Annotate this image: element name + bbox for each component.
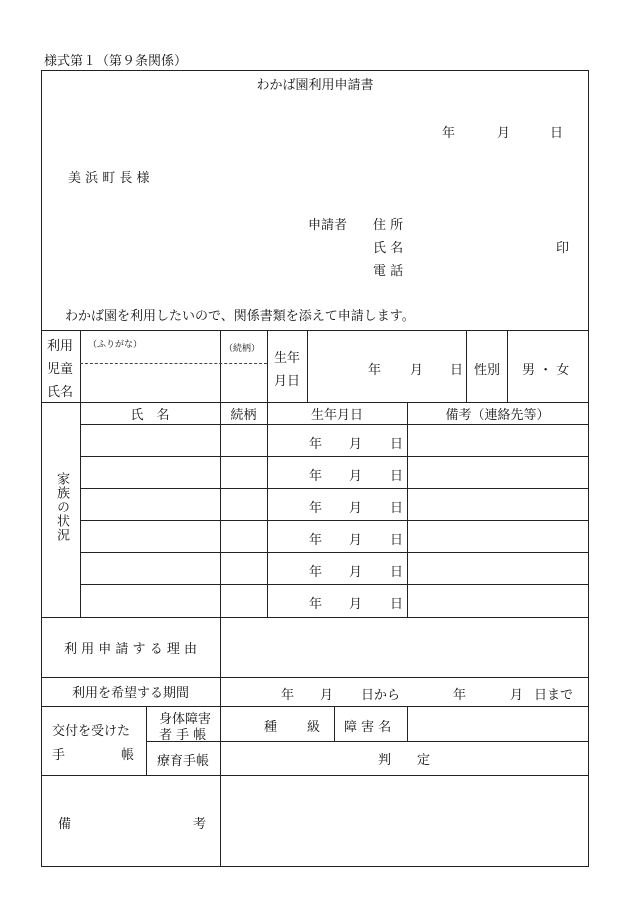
child-label-3: 氏名 xyxy=(47,385,74,400)
applicant-address-label: 住 所 xyxy=(373,218,404,233)
family-dob-year: 年 xyxy=(309,533,323,548)
rehab-handbook-label: 療育手帳 xyxy=(157,754,210,769)
form-number: 様式第１（第９条関係） xyxy=(44,54,188,69)
applicant-phone-label: 電 話 xyxy=(373,264,404,279)
date-month-label: 月 xyxy=(497,126,511,141)
date-day-label: 日 xyxy=(550,126,564,141)
date-year-label: 年 xyxy=(442,126,456,141)
period-month-from: 月 xyxy=(320,688,334,703)
child-dob-label-2: 月日 xyxy=(274,374,301,389)
applicant-label: 申請者 xyxy=(308,218,348,233)
family-dob-year: 年 xyxy=(309,501,323,516)
child-dob-year: 年 xyxy=(368,363,382,378)
family-dob-month: 月 xyxy=(349,597,363,612)
family-dob-day: 日 xyxy=(390,437,404,452)
family-header-name: 氏 名 xyxy=(130,407,170,423)
addressee: 美 浜 町 長 様 xyxy=(68,171,150,186)
period-year-to: 年 xyxy=(453,688,467,703)
family-header-dob: 生年月日 xyxy=(310,407,363,423)
family-dob-day: 日 xyxy=(390,533,404,548)
physical-handbook-label-1: 身体障害 xyxy=(159,712,212,727)
period-day-from: 日から xyxy=(361,688,401,703)
period-month-to: 月 xyxy=(510,688,524,703)
child-label-1: 利用 xyxy=(47,339,74,354)
family-header-note: 備考（連絡先等） xyxy=(445,407,550,423)
remarks-label-b: 考 xyxy=(193,817,207,832)
period-year-from: 年 xyxy=(281,688,295,703)
family-dob-month: 月 xyxy=(349,565,363,580)
family-dob-day: 日 xyxy=(390,501,404,516)
family-dob-month: 月 xyxy=(349,437,363,452)
period-day-to: 日まで xyxy=(534,688,574,703)
period-label: 利用を希望する期間 xyxy=(71,686,189,701)
family-section-label: 家族の状況 xyxy=(54,472,69,542)
family-dob-month: 月 xyxy=(349,533,363,548)
family-dob-day: 日 xyxy=(390,565,404,580)
reason-label: 利 用 申 請 す る 理 由 xyxy=(64,641,197,657)
family-dob-day: 日 xyxy=(390,597,404,612)
application-statement: わかば園を利用したいので、関係書類を添えて申請します。 xyxy=(65,309,415,324)
handbook-label-2b: 帳 xyxy=(121,748,135,763)
family-dob-year: 年 xyxy=(309,437,323,452)
family-dob-year: 年 xyxy=(309,597,323,612)
family-dob-month: 月 xyxy=(349,501,363,516)
sex-options: 男 ・ 女 xyxy=(522,363,570,378)
family-dob-month: 月 xyxy=(349,469,363,484)
child-label-2: 児童 xyxy=(47,362,74,377)
grade-label-a: 種 xyxy=(264,720,278,735)
applicant-name-label: 氏 名 xyxy=(373,241,404,256)
relation-label: （続柄） xyxy=(224,344,261,354)
family-dob-day: 日 xyxy=(390,469,404,484)
sex-label: 性別 xyxy=(474,363,501,378)
furigana-label: （ふりがな） xyxy=(88,340,143,350)
family-header-relation: 続柄 xyxy=(230,407,257,423)
physical-handbook-label-2: 者 手 帳 xyxy=(159,728,207,743)
remarks-label-a: 備 xyxy=(58,817,72,832)
child-dob-month: 月 xyxy=(410,363,424,378)
handbook-label-1: 交付を受けた xyxy=(52,724,131,739)
form-title: わかば園利用申請書 xyxy=(256,78,374,93)
disability-name-label: 障 害 名 xyxy=(344,720,392,735)
grade-label-b: 級 xyxy=(307,720,321,735)
handbook-label-2a: 手 xyxy=(52,748,66,763)
seal-mark: 印 xyxy=(556,241,570,256)
family-dob-year: 年 xyxy=(309,565,323,580)
judgment-label: 判 定 xyxy=(377,752,430,768)
family-dob-year: 年 xyxy=(309,469,323,484)
child-dob-day: 日 xyxy=(450,363,464,378)
child-dob-label-1: 生年 xyxy=(274,351,301,366)
